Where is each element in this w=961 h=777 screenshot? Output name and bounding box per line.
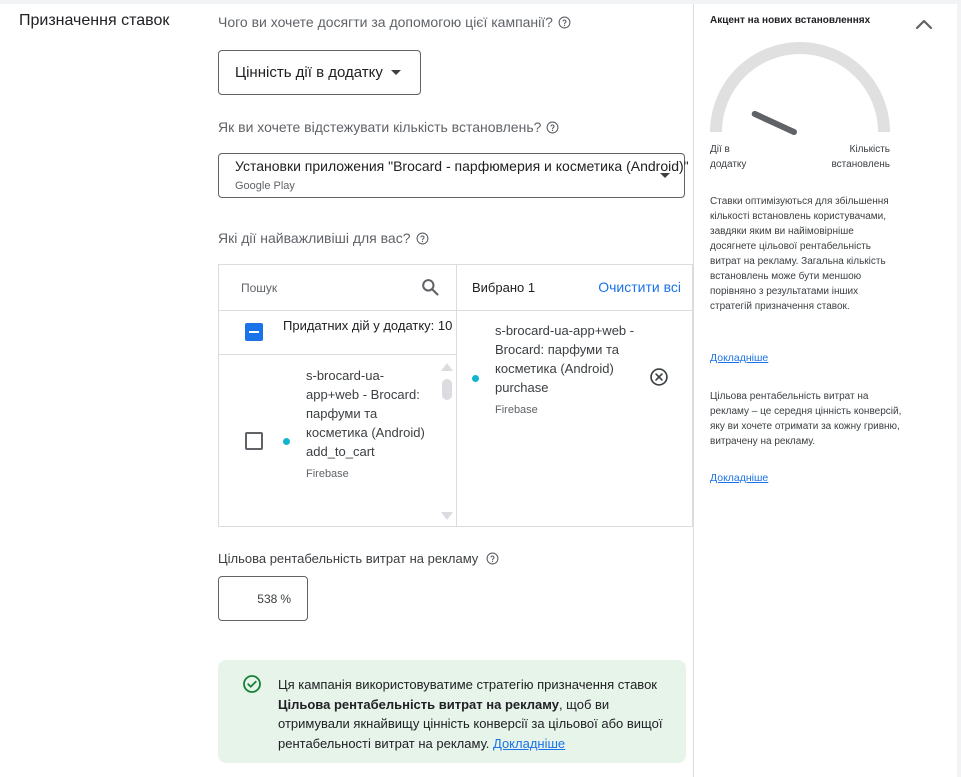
info-text xyxy=(278,675,673,753)
search-row xyxy=(219,265,456,311)
search-icon[interactable] xyxy=(420,277,440,297)
troas-value: 538 xyxy=(257,591,278,606)
status-dot xyxy=(283,438,290,445)
tracking-dropdown-value: Установки приложения "Brocard - парфюмерия и косметика (Android)" xyxy=(235,158,689,174)
clear-all-button[interactable]: Очистити всі xyxy=(598,279,681,295)
group-label: Придатних дій у додатку: 10 xyxy=(283,318,453,333)
info-box xyxy=(218,660,686,763)
scroll-down-arrow-icon[interactable] xyxy=(441,512,453,520)
actions-question-text: Які дії найважливіші для вас? xyxy=(218,230,411,246)
info-text-part: , щоб ви отримували якнайвищу цінність конверсії за цільової або вищої рентабельності витрат на рекламу. xyxy=(278,696,663,751)
item-checkbox[interactable] xyxy=(245,432,263,450)
selected-item xyxy=(495,321,635,420)
goal-dropdown[interactable] xyxy=(218,50,421,95)
selected-item-source: Firebase xyxy=(495,404,538,416)
tracking-question xyxy=(218,119,559,135)
goal-question xyxy=(218,14,571,30)
selected-count: Вибрано 1 xyxy=(472,280,536,295)
remove-circle-icon[interactable] xyxy=(649,367,669,387)
selected-actions-panel xyxy=(457,265,692,526)
select-all-checkbox[interactable] xyxy=(245,323,263,341)
gauge-left-label xyxy=(710,142,766,172)
learn-more-link[interactable]: Докладніше xyxy=(710,352,769,364)
sidebar-title: Акцент на нових встановленнях xyxy=(710,15,871,26)
selected-header xyxy=(457,265,692,311)
gauge-needle xyxy=(755,114,794,132)
actions-question xyxy=(218,230,429,246)
learn-more-link[interactable]: Докладніше xyxy=(710,472,769,484)
search-input[interactable] xyxy=(241,277,411,299)
item-source: Firebase xyxy=(306,468,349,480)
goal-dropdown-value: Цінність дії в додатку xyxy=(235,64,383,81)
item-name: s-brocard-ua-app+web - Brocard: парфуми та косметика (Android) add_to_cart xyxy=(306,368,425,459)
tracking-question-text: Як ви хочете відстежувати кількість встановлень? xyxy=(218,119,542,135)
tracking-dropdown[interactable] xyxy=(218,153,689,198)
troas-unit: % xyxy=(280,591,291,606)
caret-down-icon xyxy=(660,173,670,178)
help-icon[interactable] xyxy=(486,552,499,565)
troas-label-text: Цільова рентабельність витрат на рекламу xyxy=(218,551,479,566)
sidebar-paragraph: Ставки оптимізуються для збільшення кількості встановлень користувачами, завдяки яким ви найімовірніше досягнете цільової рентабельність витрат на рекламу. Загальна кількість встановлень може бути меншою порівняно з результатами інших стратегій призначення ставок. xyxy=(710,196,889,312)
check-circle-icon xyxy=(242,674,262,694)
sidebar-paragraph: Цільова рентабельність витрат на рекламу – це середня цінність конверсій, яку ви хочете отримати за кожну гривню, витрачену на рекламу. xyxy=(710,391,902,447)
gauge-chart xyxy=(710,40,890,140)
item-text xyxy=(306,366,426,484)
troas-input[interactable] xyxy=(218,576,308,621)
tracking-dropdown-source: Google Play xyxy=(235,180,295,192)
caret-down-icon xyxy=(391,70,401,75)
group-row xyxy=(219,311,456,355)
chevron-up-icon[interactable] xyxy=(915,17,933,31)
available-actions-panel xyxy=(219,265,457,526)
info-text-bold: Цільова рентабельність витрат на рекламу xyxy=(278,696,559,712)
help-icon[interactable] xyxy=(558,16,571,29)
scroll-up-arrow-icon[interactable] xyxy=(441,363,453,371)
section-title: Призначення ставок xyxy=(19,12,170,29)
help-icon[interactable] xyxy=(546,121,559,134)
gauge-left-text: Дії в додатку xyxy=(710,144,747,170)
gauge-right-label: Кількість встановлень xyxy=(831,144,890,170)
goal-question-text: Чого ви хочете досягти за допомогою цієї кампанії? xyxy=(218,14,553,30)
scrollbar-thumb[interactable] xyxy=(442,379,452,400)
status-dot xyxy=(472,375,479,382)
learn-more-link[interactable]: Докладніше xyxy=(493,735,566,751)
action-selector xyxy=(218,264,693,527)
sidebar xyxy=(693,4,957,777)
selected-item-name: s-brocard-ua-app+web - Brocard: парфуми та косметика (Android) purchase xyxy=(495,323,635,395)
help-icon[interactable] xyxy=(416,232,429,245)
list-item xyxy=(219,356,456,526)
info-text-part: Ця кампанія використовуватиме стратегію призначення ставок xyxy=(278,677,657,692)
troas-label xyxy=(218,551,499,566)
